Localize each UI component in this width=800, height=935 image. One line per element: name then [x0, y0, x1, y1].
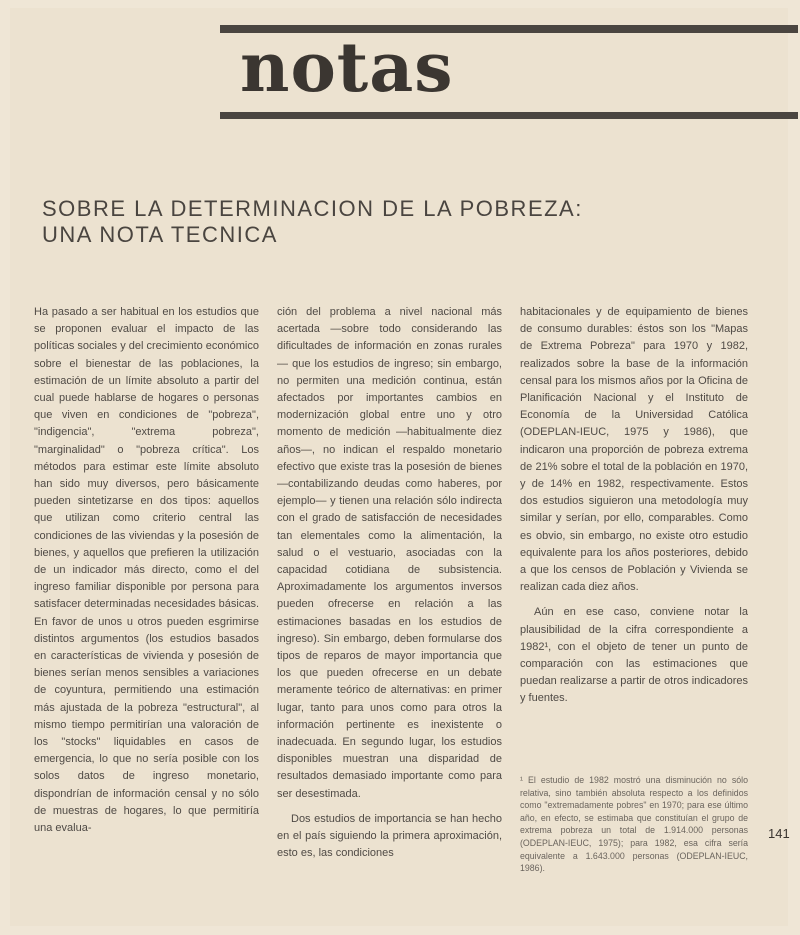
column-2-paragraph-2: Dos estudios de importancia se han hecho en el país siguiendo la primera aproximación, esto es, las condiciones	[277, 812, 502, 860]
text-column-3	[520, 304, 748, 716]
magazine-page	[10, 8, 788, 926]
section-title: notas	[240, 28, 454, 108]
footnote: ¹ El estudio de 1982 mostró una disminución no sólo relativa, sino también absoluta respecto a los definidos como "extremadamente pobres" en 1970; para ese último año, en efecto, se estimaba que constituían el grupo de extrema pobreza un total de 1.914.000 personas (ODEPLAN-IEUC, 1975); para 1982, esa cifra sería equivalente a 1.643.000 personas (ODEPLAN-IEUC, 1986).	[520, 775, 748, 874]
column-2-paragraph-1: ción del problema a nivel nacional más acertada —sobre todo considerando las dificultades de información en zonas rurales— que los estudios de ingreso; sin embargo, no permiten una medición continua, están afectados por importantes cambios en modernización global entre uno y otro momento de medición —habitualmente diez años—, no indican el respaldo monetario efectivo que existe tras la posesión de bienes —contabilizando deudas como haberes, por ejemplo— y tienen una relación sólo indirecta con el grado de satisfacción de necesidades tan elementales como la alimentación, la salud o el vestuario, asociadas con la capacidad cotidiana de subsistencia. Aproximadamente los argumentos inversos pueden ofrecerse en relación a las estimaciones basadas en los estudios de ingreso). Sin embargo, deben formularse dos tipos de reparos de mayor importancia que los que pueden ofrecerse en un debate meramente teórico de alternativas: en primer lugar, tanto para unos como para otros la información pertinente es inexistente o inadecuada. En segundo lugar, los estudios disponibles muestran una disparidad de resultados demasiado importante como para ser desestimada.	[277, 306, 502, 800]
page-number: 141	[768, 826, 790, 841]
article-title-line-1: SOBRE LA DETERMINACION DE LA POBREZA:	[42, 196, 583, 221]
article-title	[42, 196, 602, 248]
header-rule-bottom	[220, 112, 798, 119]
column-1-paragraph: Ha pasado a ser habitual en los estudios que se proponen evaluar el impacto de las políticas sociales y del crecimiento económico sobre el bienestar de las poblaciones, la estimación de un límite absoluto a partir del cual puede hablarse de hogares o personas que viven en condiciones de "pobreza", "indigencia", "extrema pobreza", "marginalidad" o "pobreza crítica". Los métodos para estimar este límite absoluto han sido muy diversos, pero básicamente pueden sintetizarse en dos tipos: aquellos que utilizan como criterio central las condiciones de las viviendas y la posesión de bienes, y aquellos que prefieren la utilización de un indicador más directo, como el del ingreso familiar disponible por persona para satisfacer determinadas necesidades básicas. En favor de unos u otros pueden esgrimirse distintos argumentos (los estudios basados en características de vivienda y posesión de bienes serían menos sensibles a variaciones de coyuntura, permitiendo una estimación más ajustada de la pobreza "estructural", al mismo tiempo permitirían una valoración de los "stocks" liquidables en casos de emergencia, lo que no sería posible con los solos datos de ingreso monetario, dispondrían de información censal y no sólo de muestras de hogares, lo que permitiría una evalua-	[34, 306, 260, 835]
column-3-paragraph-1: habitacionales y de equipamiento de bienes de consumo durables: éstos son los "Mapas de Extrema Pobreza" para 1970 y 1982, realizados sobre la base de la información censal para los mismos años por la Oficina de Planificación Nacional y el Instituto de Economía de la Universidad Católica (ODEPLAN-IEUC, 1975 y 1986), que indicaron una proporción de pobreza extrema de 21% sobre el total de la población en 1970, y de 14% en 1982, respectivamente. Estos dos estudios siguieron una metodología muy similar y serían, por ello, comparables. Como es obvio, sin embargo, no existe otro estudio equivalente para los años posteriores, debido a que los censos de Población y Vivienda se realizan cada diez años.	[520, 306, 748, 594]
column-3-paragraph-2: Aún en ese caso, conviene notar la plausibilidad de la cifra correspondiente a 1982¹, con el objeto de tener un punto de comparación con las estimaciones que puedan realizarse a partir de otros indicadores y fuentes.	[520, 606, 748, 705]
text-column-2	[277, 304, 502, 871]
article-title-line-2: UNA NOTA TECNICA	[42, 222, 278, 247]
text-column-1	[34, 304, 259, 845]
